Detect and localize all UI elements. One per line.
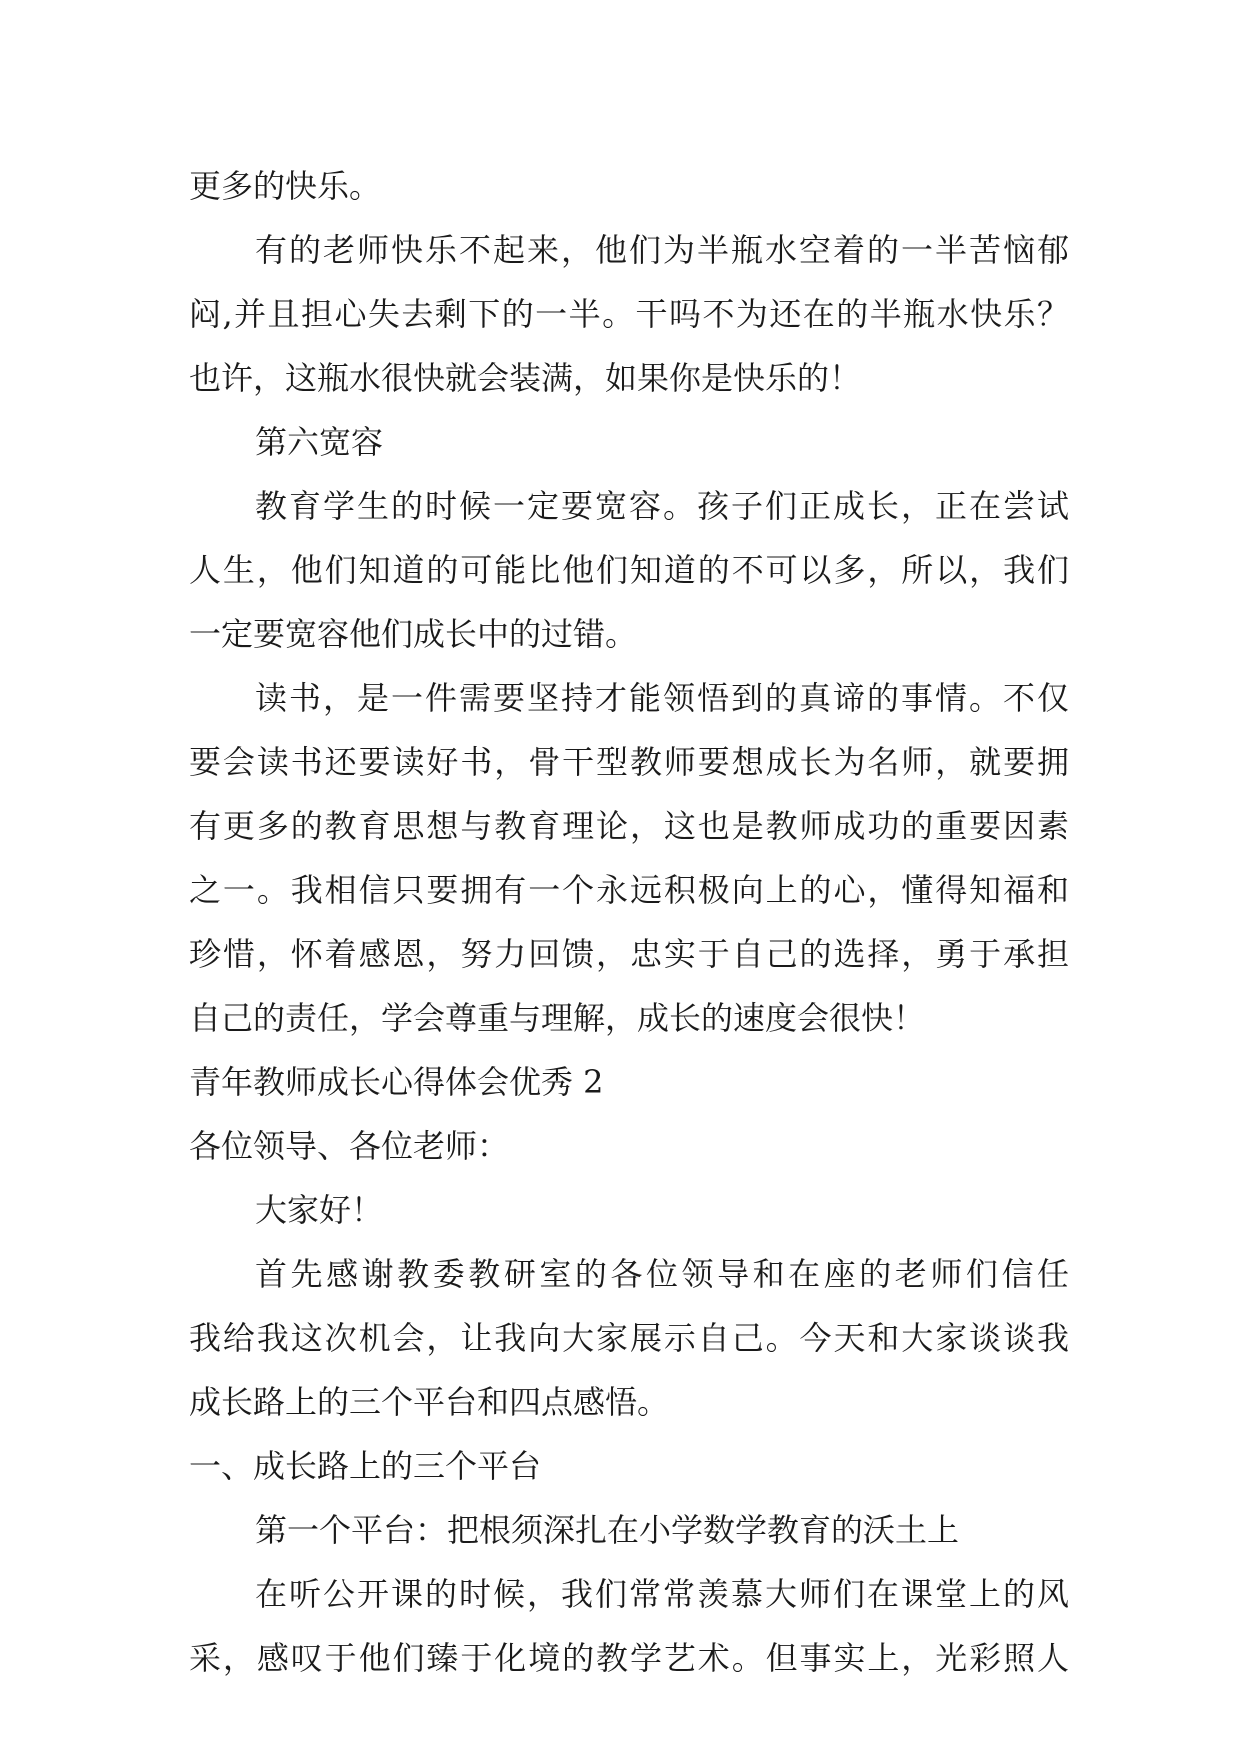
text-line: 在听公开课的时候，我们常常羡慕大师们在课堂上的风 xyxy=(255,1575,1069,1613)
text-line: 之一。我相信只要拥有一个永远积极向上的心，懂得知福和 xyxy=(189,871,1069,909)
text-line: 闷,并且担心失去剩下的一半。干吗不为还在的半瓶水快乐？ xyxy=(189,295,1069,333)
text-line: 人生，他们知道的可能比他们知道的不可以多，所以，我们 xyxy=(189,551,1069,589)
text-line: 要会读书还要读好书，骨干型教师要想成长为名师，就要拥 xyxy=(189,743,1069,781)
text-line: 珍惜，怀着感恩，努力回馈，忠实于自己的选择，勇于承担 xyxy=(189,935,1069,973)
text-line: 第一个平台：把根须深扎在小学数学教育的沃土上 xyxy=(255,1511,960,1549)
text-line: 读书，是一件需要坚持才能领悟到的真谛的事情。不仅 xyxy=(255,679,1069,717)
text-line: 各位领导、各位老师： xyxy=(189,1127,510,1165)
text-line: 第六宽容 xyxy=(255,423,384,461)
text-line: 首先感谢教委教研室的各位领导和在座的老师们信任 xyxy=(255,1255,1069,1293)
text-line: 一定要宽容他们成长中的过错。 xyxy=(189,615,638,653)
text-line: 我给我这次机会，让我向大家展示自己。今天和大家谈谈我 xyxy=(189,1319,1069,1357)
text-line: 采，感叹于他们臻于化境的教学艺术。但事实上，光彩照人 xyxy=(189,1639,1069,1677)
text-line: 有更多的教育思想与教育理论，这也是教师成功的重要因素 xyxy=(189,807,1069,845)
text-line: 有的老师快乐不起来，他们为半瓶水空着的一半苦恼郁 xyxy=(255,231,1069,269)
text-line: 教育学生的时候一定要宽容。孩子们正成长，正在尝试 xyxy=(255,487,1069,525)
text-line: 大家好！ xyxy=(255,1191,384,1229)
text-line: 一、成长路上的三个平台 xyxy=(189,1447,542,1485)
text-line: 也许，这瓶水很快就会装满，如果你是快乐的！ xyxy=(189,359,862,397)
text-line: 成长路上的三个平台和四点感悟。 xyxy=(189,1383,670,1421)
text-line: 更多的快乐。 xyxy=(189,167,382,205)
text-line: 自己的责任，学会尊重与理解，成长的速度会很快！ xyxy=(189,999,926,1037)
document-body xyxy=(189,154,1069,1690)
text-line: 青年教师成长心得体会优秀 2 xyxy=(189,1063,604,1101)
